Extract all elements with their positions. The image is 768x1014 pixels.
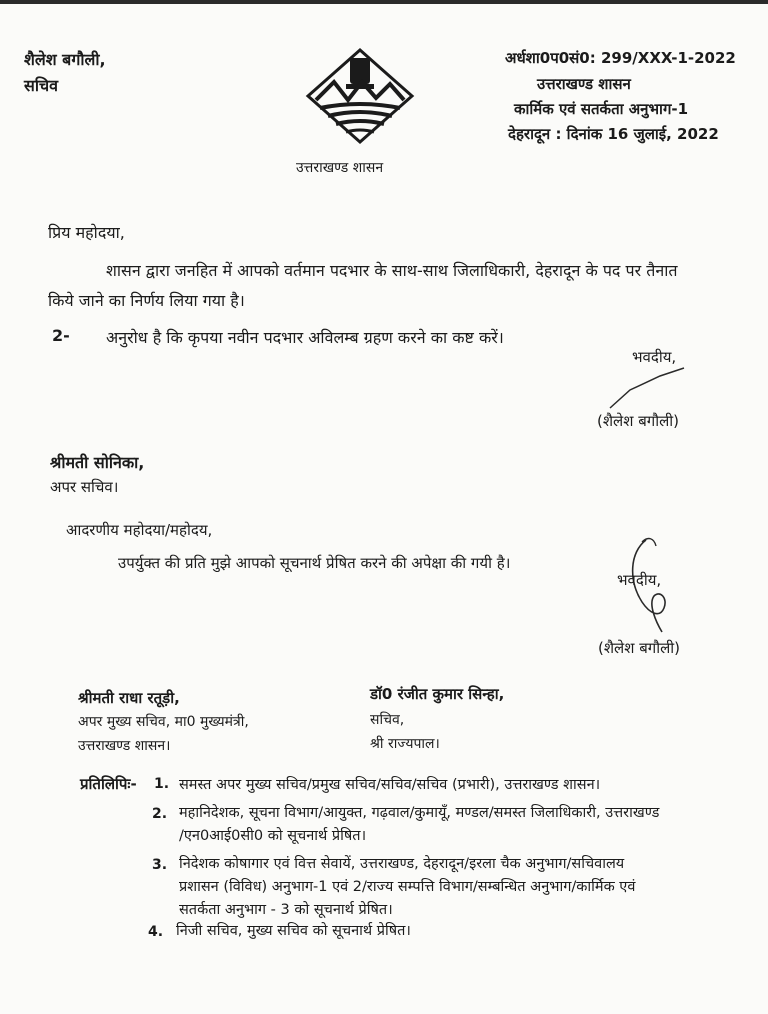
cc-item-2-line2: /एन0आई0सी0 को सूचनार्थ प्रेषित। xyxy=(179,828,367,844)
cc-item-3-line1: निदेशक कोषागार एवं वित्त सेवायें, उत्तराखण्ड, देहरादून/इरला चैक अनुभाग/सचिवालय xyxy=(179,856,625,872)
letter-salutation: प्रिय महोदया, xyxy=(48,223,125,242)
cc-item-4-line1: निजी सचिव, मुख्य सचिव को सूचनार्थ प्रेषित। xyxy=(176,923,411,939)
letter-signatory: (शैलेश बगौली) xyxy=(597,412,679,430)
cc-item-4-num: 4. xyxy=(148,924,164,940)
addressee-2-line2: श्री राज्यपाल। xyxy=(370,736,440,752)
addressee-1-line1: अपर मुख्य सचिव, मा0 मुख्यमंत्री, xyxy=(78,714,249,730)
para2-number: 2- xyxy=(52,326,70,345)
letter-closing: भवदीय, xyxy=(632,348,677,366)
cc-item-3-line3: सतर्कता अनुभाग - 3 को सूचनार्थ प्रेषित। xyxy=(179,902,393,918)
cc-item-1-line1: समस्त अपर मुख्य सचिव/प्रमुख सचिव/सचिव/सचिव (प्रभारी), उत्तराखण्ड शासन। xyxy=(179,777,601,793)
reference-office: उत्तराखण्ड शासन xyxy=(537,75,631,93)
cc-item-1-num: 1. xyxy=(154,776,170,792)
cc-item-2-line1: महानिदेशक, सूचना विभाग/आयुक्त, गढ़वाल/कुमायूँ, मण्डल/समस्त जिलाधिकारी, उत्तराखण्ड xyxy=(179,805,660,821)
addressee-1 xyxy=(52,686,249,758)
recipient-name: श्रीमती सोनिका, xyxy=(50,453,145,472)
copy-text: उपर्युक्त की प्रति मुझे आपको सूचनार्थ प्रेषित करने की अपेक्षा की गयी है। xyxy=(118,554,511,572)
para1-line1: शासन द्वारा जनहित में आपको वर्तमान पदभार के साथ-साथ जिलाधिकारी, देहरादून के पद पर तैनात xyxy=(106,261,678,280)
addressee-1-line2: उत्तराखण्ड शासन। xyxy=(78,738,171,754)
top-border xyxy=(0,0,768,4)
para1-line2: किये जाने का निर्णय लिया गया है। xyxy=(48,291,245,310)
reference-number: अर्धशा0प0सं0: 299/XXX-1-2022 xyxy=(505,49,736,67)
reference-date: देहरादून : दिनांक 16 जुलाई, 2022 xyxy=(508,125,719,143)
addressee-1-name: श्रीमती राधा रतूड़ी, xyxy=(78,689,180,707)
sender-name: शैलेश बगौली, xyxy=(24,50,106,69)
cc-item-3-line2: प्रशासन (विविध) अनुभाग-1 एवं 2/राज्य सम्पत्ति विभाग/सम्बन्धित अनुभाग/कार्मिक एवं xyxy=(179,879,636,895)
copy-closing: भवदीय, xyxy=(617,571,662,589)
cc-label: प्रतिलिपिः- xyxy=(80,775,137,793)
recipient-designation: अपर सचिव। xyxy=(50,478,119,496)
addressee-2 xyxy=(370,682,504,756)
cc-item-3-num: 3. xyxy=(152,857,168,873)
cc-item-2-num: 2. xyxy=(152,806,168,822)
uttarakhand-emblem-icon xyxy=(300,48,420,148)
copy-signatory: (शैलेश बगौली) xyxy=(598,639,680,657)
sender-designation: सचिव xyxy=(24,76,59,95)
reference-department: कार्मिक एवं सतर्कता अनुभाग-1 xyxy=(514,100,689,118)
signature-mark xyxy=(600,364,690,410)
letter-paragraph-1 xyxy=(48,256,738,316)
copy-salutation: आदरणीय महोदया/महोदय, xyxy=(66,521,213,539)
para2-text: अनुरोध है कि कृपया नवीन पदभार अविलम्ब ग्रहण करने का कष्ट करें। xyxy=(106,328,504,347)
addressee-2-line1: सचिव, xyxy=(370,712,405,728)
addressee-2-name: डॉ0 रंजीत कुमार सिन्हा, xyxy=(370,685,505,703)
logo-caption: उत्तराखण्ड शासन xyxy=(296,160,384,176)
